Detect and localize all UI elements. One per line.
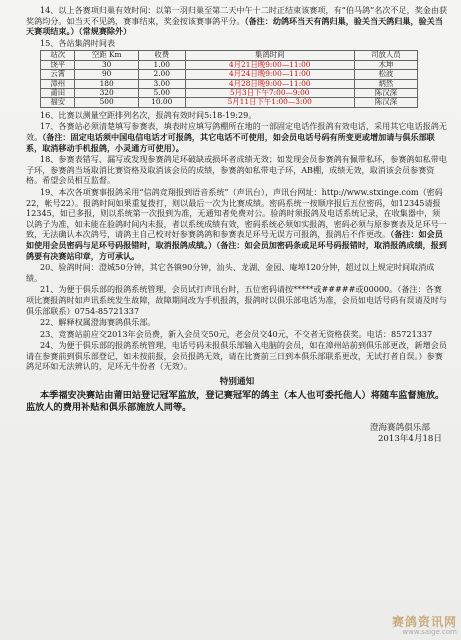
- table-cell: 500: [75, 98, 138, 107]
- table-cell: 320: [75, 89, 138, 98]
- table-cell: 1.00: [138, 60, 185, 69]
- item-21: 21、为便于俱乐部的报鸽系统管理，会员试打声讯台时，五位密码请按*****或#####或00000。（备注：各赛项比赛报鸽时如声讯系统发生故障，故障期间改为手机报鸽，报鸽时以俱乐部电话为准，会员如电话号码有误请及时与俱乐部联系）0754-85721337: [26, 284, 447, 316]
- special-notice-body: 本季福安决赛站由莆田站登记冠军监放，登记赛冠军的鸽主（本人也可委托他人）将随车监督施放。监放人的费用补贴和俱乐部施放人同等。: [26, 389, 445, 413]
- item-14: 14、以上各赛项归巢有效时间：以第一羽归巢至第二天中午十二时正结束该赛项，有“伯马鸽”名次不足，奖金由获奖鸽均分。如当天不见鸽，赛事结束，奖金按该赛事鸽平分。（备注：幼鸽环当天有鸽归巢，验关当天鸽归巢，验关当天赛项结束。）（常规赛除外）: [26, 5, 448, 37]
- table-cell: 5月11日下午1:00—3:00: [185, 98, 354, 107]
- table-cell: 陈汉深: [354, 98, 417, 107]
- col-header: 收费: [138, 51, 185, 60]
- table-row: [41, 79, 418, 88]
- table-cell: 木坤: [354, 60, 417, 69]
- schedule-header-row: [41, 51, 418, 60]
- table-cell: 云霄: [41, 70, 75, 79]
- document-content: [26, 5, 448, 445]
- table-cell: 炳然: [354, 79, 417, 88]
- table-cell: 3.00: [138, 79, 185, 88]
- col-header: 空距 Km: [75, 51, 138, 60]
- schedule-title: 15、各站集鸽时间表: [40, 37, 116, 48]
- table-cell: 漳州: [41, 79, 75, 88]
- table-cell: 5月3日下午7:00—9:00: [185, 89, 354, 98]
- table-cell: 松波: [354, 70, 417, 79]
- table-cell: 陈汉深: [354, 89, 417, 98]
- table-cell: 4月24日晚9:00—11:00: [185, 70, 354, 79]
- table-cell: 福安: [41, 98, 75, 107]
- item-20: 20、验鸽时间：澄城50分钟，其它各镇90分钟，汕头、龙湖、金园、庵埠120分钟，超过以上规定时间取消成绩。: [26, 262, 435, 283]
- club-signature: 澄海赛鸽俱乐部: [369, 422, 430, 433]
- table-cell: 饶平: [41, 60, 75, 69]
- table-cell: 90: [75, 70, 138, 79]
- table-cell: 180: [75, 79, 138, 88]
- item-19: 19、本次各项赛事报鸽采用“信鸽竞翔报到语音系统”（声讯台），声讯台网址：http://www.stxinge.com（密码22，帐号22）。报鸽时间如果重复拨打，则以最后一次为比赛成绩。密码系统一按顺序报后五位密码，如12345请报12345，如已多报，则以系统第一次报到为准，无通知者免费对公。验鸽时须报鸽及电话系统记录，在收集器中，须以鸽子为准，如未能在验鸽时间内未报，者以系统成绩有效，密码系统必须如实报鸽，密码必须与原参赛表及足环号一致，无法确认本次鸽号，请鸽主自己校对好参赛鸽鸽和参赛表足环号无误方可报鸽，报鸽后不作更改。（备注：如会员如使用会员密码与足环号码报错时，取消报鸽成绩。）（备注：如会员加密码条或足环号码报错时，取消报鸽成绩，报到鸽要有决赛站印章，方可承认。: [26, 186, 447, 261]
- item-24: 24、为便于俱乐部的报鸽系统管理，电话号码未报俱乐部输入电脑的会员，如在漳州站前到俱乐部更改，新增会员请在参赛前到俱乐部登记，如未按前报，会员报鸽无效，请在比赛前三日到本俱乐部联系更改，无试打者自误。）参赛鸽足环如无法辨认的，足环无牛份者（无效）。: [26, 340, 447, 372]
- table-row: [41, 98, 418, 107]
- document-date: 2013年4月18日: [377, 433, 442, 444]
- special-notice-title: 特别通知: [219, 377, 255, 388]
- item-16: 16、比赛以测量空距排列名次，报鸽有效时间5:18-19:29。: [40, 109, 257, 120]
- watermark-logo-text: 赛鸽资讯网: [391, 614, 457, 629]
- table-cell: 莆田: [41, 89, 75, 98]
- item-18: 18、参赛表错写、漏写或发现参赛鸽足环破缺或损坏者成绩无效；如发现会员参赛鸽有佩带私环，参赛鸽如私带电子环，参赛鸽当场取消比赛资格及取消该会员的成绩，参赛鸽如私带电子环，AB棚，成绩无效，取消该会员参赛资格。希望会员相互监督。: [26, 154, 447, 186]
- item-23: 23、竞赛站前应交2013年会员费，新入会员交50元，老会员交40元，不交者无资格获奖。电话：85721337: [40, 328, 433, 339]
- col-header: 站次: [41, 51, 75, 60]
- table-cell: 4月21日晚9:00—11:00: [185, 60, 354, 69]
- table-cell: 2.00: [138, 70, 185, 79]
- site-watermark: [391, 614, 457, 638]
- table-row: [41, 70, 418, 79]
- col-header: 司放人员: [354, 51, 417, 60]
- schedule-table: [40, 50, 418, 107]
- item-22: 22、解释权属澄海赛鸽俱乐部。: [40, 317, 156, 328]
- col-header: 集鸽时间: [185, 51, 354, 60]
- table-cell: 10.00: [138, 98, 185, 107]
- item-17: 17、各赛站必须清楚填写参赛表，填表时应填写鸽棚所在地的一部固定电话作报鸽有效电话，采用其它电话报鸽无效。（备注：固定电话须中国电信电话才可报鸽，其它电话不可使用，如会员电话号码有所变更或增加请与俱乐部联系，取消移动手机报鸽，小灵通方可使用）。: [26, 121, 447, 153]
- table-cell: 4月28日晚9:00—11:00: [185, 79, 354, 88]
- table-cell: 5.00: [138, 89, 185, 98]
- table-cell: 30: [75, 60, 138, 69]
- watermark-url: www.saige.com: [402, 628, 457, 637]
